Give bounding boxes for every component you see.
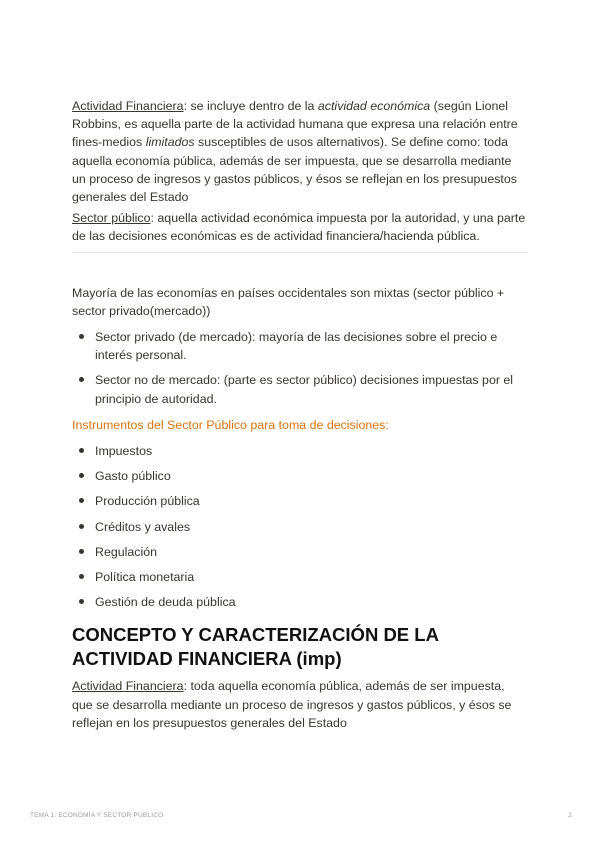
bullet-icon — [79, 574, 84, 579]
sector-bullet-list — [72, 328, 528, 408]
paragraph-text: : aquella actividad económica impuesta por la autoridad, y una parte de las decisiones económicas es de actividad financiera/hacienda pública. — [72, 211, 526, 244]
bullet-icon — [79, 498, 84, 503]
sector-publico-paragraph — [72, 209, 528, 245]
list-item — [72, 492, 528, 510]
paragraph-text: : toda aquella economía pública, además de ser impuesta, que se desarrolla mediante un proceso de ingresos y gastos públicos, y ésos se reflejan en los presupuestos generales del Estado — [72, 679, 512, 730]
bullet-icon — [79, 473, 84, 478]
paragraph-text: : se incluye dentro de la — [183, 99, 318, 113]
section-heading: CONCEPTO Y CARACTERIZACIÓN DE LA ACTIVIDAD FINANCIERA (imp) — [72, 624, 439, 670]
list-item — [72, 543, 528, 561]
bullet-icon — [79, 549, 84, 554]
divider — [72, 252, 528, 253]
list-item-text: Créditos y avales — [95, 519, 191, 534]
bullet-icon — [79, 334, 84, 339]
list-item — [72, 518, 528, 536]
paragraph-text: (según Lionel Robbins, es aquella parte de la actividad humana que expresa una relación entre fines-medios — [72, 99, 518, 150]
actividad-financiera-definition — [72, 677, 528, 732]
list-item — [72, 593, 528, 611]
list-item-text: Gasto público — [95, 469, 171, 484]
list-item-text: Sector no de mercado: (parte es sector público) decisiones impuestas por el principio de autoridad. — [95, 373, 514, 406]
actividad-financiera-paragraph — [72, 97, 528, 206]
economias-mixtas-intro: Mayoría de las economías en países occidentales son mixtas (sector público + sector privado(mercado)) — [72, 285, 505, 318]
list-item-text: Gestión de deuda pública — [95, 595, 236, 610]
instrumentos-heading: Instrumentos del Sector Público para toma de decisiones: — [72, 417, 389, 432]
actividad-financiera-term: Actividad Financiera — [72, 99, 184, 113]
list-item — [72, 467, 528, 485]
list-item — [72, 442, 528, 460]
list-item-text: Sector privado (de mercado): mayoría de las decisiones sobre el precio e interés personal. — [95, 330, 498, 363]
sector-publico-term: Sector público — [72, 211, 151, 226]
page-footer — [30, 812, 572, 819]
list-item — [72, 371, 528, 407]
page-number: 2 — [568, 812, 572, 819]
document-page — [72, 97, 528, 732]
paragraph-text: susceptibles de usos alternativos). Se define como: toda aquella economía pública, además de ser impuesta, que se desarrolla mediante un proceso de ingresos y gastos públicos, y ésos se reflejan en los presupuestos generales del Estado — [72, 135, 517, 205]
list-item — [72, 568, 528, 586]
emphasis-text: actividad económica — [317, 99, 431, 113]
bullet-icon — [79, 599, 84, 604]
list-item-text: Producción pública — [95, 494, 200, 509]
bullet-icon — [79, 377, 84, 382]
instrumentos-list — [72, 442, 528, 611]
list-item-text: Regulación — [95, 544, 157, 559]
actividad-financiera-term: Actividad Financiera — [72, 679, 184, 694]
list-item-text: Política monetaria — [95, 570, 195, 585]
emphasis-text: limitados — [145, 135, 195, 150]
bullet-icon — [79, 524, 84, 529]
list-item-text: Impuestos — [95, 444, 153, 459]
footer-title: TEMA 1: ECONOMÍA Y SECTOR PÚBLICO — [30, 812, 164, 819]
list-item — [72, 328, 528, 364]
bullet-icon — [79, 448, 84, 453]
